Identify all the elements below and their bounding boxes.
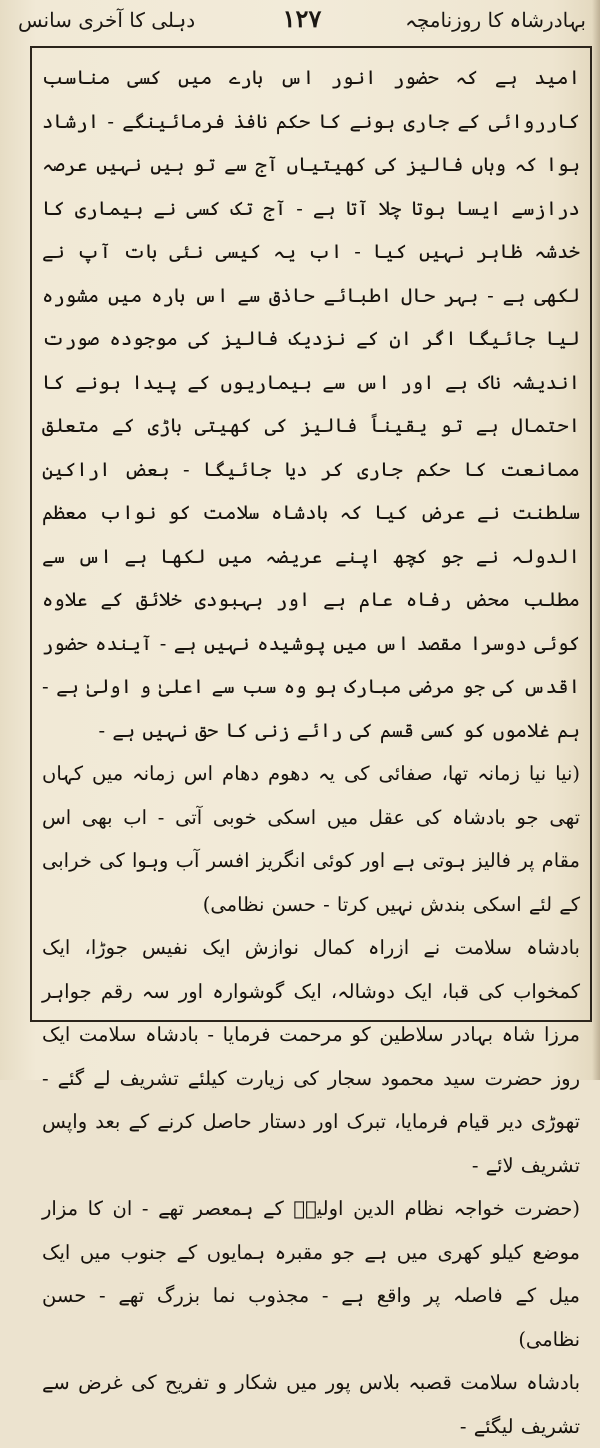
page-edge-shadow bbox=[592, 0, 600, 1080]
paragraph-note-1: (نیا نیا زمانہ تھا، صفائی کی یہ دھوم دھام اس زمانہ میں کہاں تھی جو بادشاہ کی عقل میں اسکی خوبی آتی - اب بھی اس مقام پر فالیز ہوتی ہے اور کوئی انگریز افسر آب وہوا کی خرابی کے لئے اسکی بندش نہیں کرتا - حسن نظامی) bbox=[42, 762, 580, 916]
paragraph-main: امید ہے کہ حضور انور اس بارے میں کسی مناسب کارروائی کے جاری ہونے کا حکم نافذ فرمائینگے - ارشاد ہوا کہ وہاں فالیز کی کھیتیاں آج سے تو ہیں نہیں عرصہ درازسے ایسا ہوتا چلا آتا ہے - آج تک کسی نے بیماری کا خدشہ ظاہر نہیں کیا - اب یہ کیسی نئی بات آپ نے لکھی ہے - بہر حال اطبائے حاذق سے اس بارہ میں مشورہ لیا جائیگا اگر ان کے نزدیک فالیز کی موجودہ صورت اندیشہ ناک ہے اور اس سے بیماریوں کے پیدا ہونے کا احتمال ہے تو یقیناً فالیز کی کھیتی باڑی کے متعلق ممانعت کا حکم جاری کر دیا جائیگا - بعض اراکین سلطنت نے عرض کیا کہ بادشاہ سلامت کو نواب معظم الدولہ نے جو کچھ اپنے عریضہ میں لکھا ہے اس سے مطلب محض رفاہ عام ہے اور بہبودی خلائق کے علاوہ کوئی دوسرا مقصد اس میں پوشیدہ نہیں ہے - آیندہ حضور اقدس کی جو مرضی مبارک ہو وہ سب سے اعلیٰ و اولیٰ ہے - ہم غلاموں کو کسی قسم کی رائے زنی کا حق نہیں ہے - bbox=[42, 66, 580, 742]
running-title: بہادرشاہ کا روزنامچہ bbox=[405, 8, 586, 32]
chapter-title: دہلی کا آخری سانس bbox=[18, 8, 196, 32]
page-header bbox=[18, 4, 586, 44]
paragraph-gifts: بادشاہ سلامت نے ازراہ کمال نوازش ایک نفیس جوڑا، ایک کمخواب کی قبا، ایک دوشالہ، ایک گوشوارہ اور سہ رقم جواہر مرزا شاہ بہادر سلاطین کو مرحمت فرمایا - بادشاہ سلامت ایک روز حضرت سید محمود سجار کی زیارت کیلئے تشریف لے گئے - تھوڑی دیر قیام فرمایا، تبرک اور دستار حاصل کرنے کے بعد واپس تشریف لائے - bbox=[42, 936, 580, 1177]
body-text bbox=[42, 56, 580, 1448]
paragraph-final: بادشاہ سلامت قصبہ بلاس پور میں شکار و تفریح کی غرض سے تشریف لیگئے - bbox=[42, 1371, 580, 1438]
text-frame bbox=[30, 46, 592, 1438]
page-number: ۱۲۷ bbox=[282, 4, 322, 33]
paragraph-note-2: (حضرت خواجہ نظام الدین اولیاؒ کے ہمعصر تھے - ان کا مزار موضع کیلو کھری میں ہے جو مقبرہ ہمایوں کے جنوب میں ایک میل کے فاصلہ پر واقع ہے - مجذوب نما بزرگ تھے - حسن نظامی) bbox=[42, 1197, 580, 1351]
